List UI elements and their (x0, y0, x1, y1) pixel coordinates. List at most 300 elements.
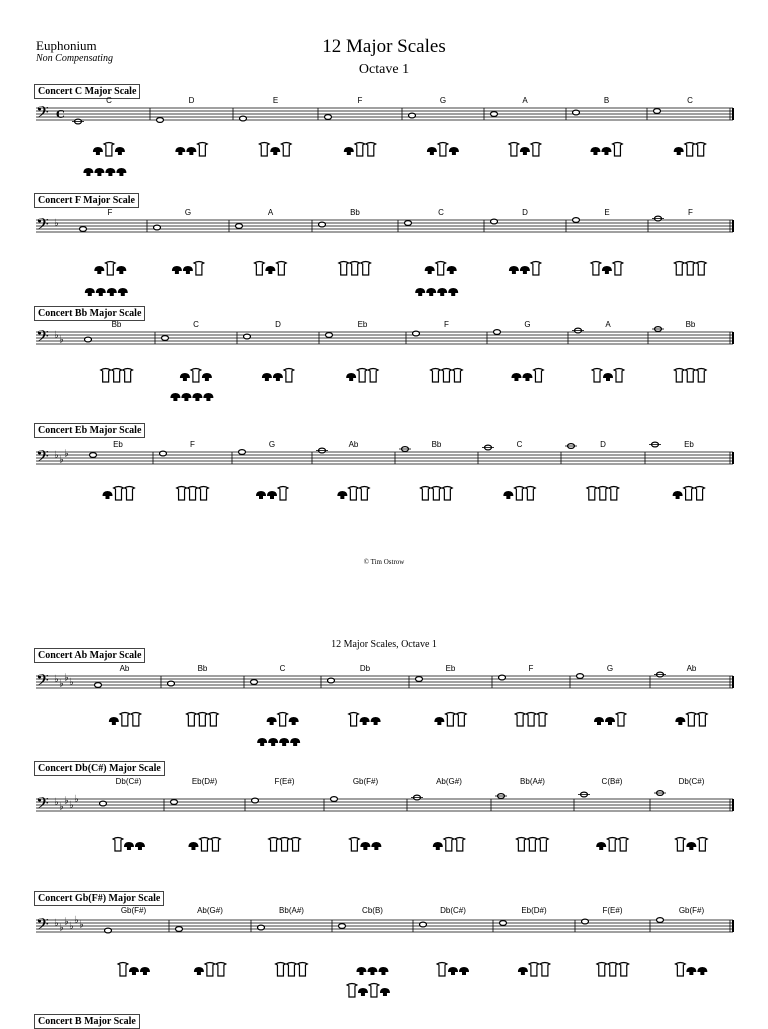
fingering-row (0, 484, 768, 528)
valve-pressed-icon (425, 266, 435, 274)
valve-pressed-icon (109, 717, 119, 725)
whole-note (100, 801, 107, 806)
whole-note (90, 453, 97, 458)
valve-open-icon (188, 487, 198, 501)
valve-open-icon (686, 713, 696, 727)
flat-icon: ♭ (59, 922, 64, 934)
valve-pressed-icon (188, 842, 198, 850)
note-name: Bb (431, 440, 442, 449)
flat-icon: ♭ (69, 800, 74, 811)
flat-icon: ♭ (59, 334, 64, 346)
note-name: G (524, 320, 531, 329)
valve-pressed-icon (518, 967, 528, 975)
whole-note (162, 336, 169, 341)
valve-open-icon (349, 838, 359, 852)
valve-pressed-icon (192, 393, 202, 401)
valve-pressed-icon (129, 967, 139, 975)
valve-open-icon (695, 487, 705, 501)
valve-pressed-icon (180, 373, 190, 381)
valve-open-icon (445, 713, 455, 727)
scale-label: Concert B Major Scale (34, 1014, 140, 1029)
valve-pressed-icon (427, 147, 437, 155)
valve-open-icon (101, 369, 111, 383)
valve-pressed-icon (380, 988, 390, 996)
valve-pressed-icon (520, 147, 530, 155)
valve-pressed-icon (183, 266, 193, 274)
whole-note (494, 330, 501, 335)
valve-open-icon (291, 838, 301, 852)
scale-label: Concert Bb Major Scale (34, 306, 145, 321)
note-name: Ab(G#) (197, 906, 223, 915)
note-name: F (528, 664, 534, 673)
flat-icon: ♭ (74, 794, 79, 805)
valve-pressed-icon (115, 147, 125, 155)
valve-open-icon (441, 369, 451, 383)
note-name: F(E#) (274, 777, 295, 786)
valve-open-icon (123, 369, 133, 383)
valve-pressed-icon (116, 266, 126, 274)
valve-pressed-icon (509, 266, 519, 274)
note-name: Eb(D#) (521, 906, 547, 915)
note-name: D (188, 96, 195, 105)
valve-open-icon (529, 963, 539, 977)
valve-open-icon (516, 838, 526, 852)
valve-open-icon (540, 963, 550, 977)
valve-open-icon (675, 963, 685, 977)
valve-open-icon (685, 262, 695, 276)
note-name: G (184, 208, 192, 217)
valve-pressed-icon (186, 147, 196, 155)
valve-open-icon (684, 487, 694, 501)
valve-open-icon (527, 838, 537, 852)
valve-open-icon (349, 713, 359, 727)
valve-pressed-icon (596, 842, 606, 850)
valve-pressed-icon (170, 393, 180, 401)
valve-pressed-icon (673, 491, 683, 499)
valve-pressed-icon (105, 168, 115, 176)
flat-icon: ♭ (59, 454, 64, 466)
valve-pressed-icon (175, 147, 185, 155)
valve-pressed-icon (337, 491, 347, 499)
whole-note (240, 116, 247, 121)
valve-open-icon (275, 963, 285, 977)
note-name: Db(C#) (115, 777, 142, 786)
valve-open-icon (697, 838, 707, 852)
valve-open-icon (616, 713, 626, 727)
flat-icon: ♭ (54, 674, 59, 685)
valve-open-icon (607, 838, 617, 852)
valve-pressed-icon (448, 967, 458, 975)
valve-open-icon (420, 487, 430, 501)
valve-pressed-icon (267, 717, 277, 725)
note-name: C (279, 664, 286, 673)
note-name: G (439, 96, 447, 105)
valve-open-icon (131, 713, 141, 727)
note-name: D (522, 208, 528, 217)
valve-pressed-icon (686, 842, 696, 850)
scale-label: Concert Db(C#) Major Scale (34, 761, 165, 776)
valve-open-icon (210, 838, 220, 852)
valve-open-icon (531, 143, 541, 157)
page-subtitle: Octave 1 (358, 62, 410, 77)
valve-pressed-icon (697, 967, 707, 975)
valve-open-icon (114, 487, 124, 501)
valve-pressed-icon (256, 491, 266, 499)
valve-open-icon (177, 487, 187, 501)
valve-pressed-icon (367, 967, 377, 975)
valve-open-icon (355, 143, 365, 157)
valve-pressed-icon (601, 147, 611, 155)
note-name: D (275, 320, 281, 329)
valve-open-icon (199, 838, 209, 852)
valve-pressed-icon (520, 266, 530, 274)
note-name: Gb(F#) (678, 906, 705, 915)
page-title: 12 Major Scales (322, 36, 446, 57)
fingering-row (0, 366, 768, 410)
valve-pressed-icon (290, 738, 300, 746)
valve-open-icon (592, 369, 602, 383)
valve-open-icon (186, 713, 196, 727)
valve-open-icon (525, 487, 535, 501)
valve-open-icon (533, 369, 543, 383)
scale-label: Concert Ab Major Scale (34, 648, 145, 663)
valve-pressed-icon (268, 738, 278, 746)
valve-pressed-icon (511, 373, 521, 381)
valve-open-icon (348, 487, 358, 501)
valve-open-icon (591, 262, 601, 276)
valve-pressed-icon (270, 147, 280, 155)
valve-pressed-icon (265, 266, 275, 274)
valve-pressed-icon (371, 717, 381, 725)
fingering-row (0, 140, 768, 184)
valve-pressed-icon (273, 373, 283, 381)
note-name: Eb (445, 664, 456, 673)
valve-pressed-icon (503, 491, 513, 499)
valve-pressed-icon (358, 988, 368, 996)
valve-pressed-icon (346, 373, 356, 381)
valve-pressed-icon (522, 373, 532, 381)
whole-note (654, 109, 661, 114)
valve-pressed-icon (356, 967, 366, 975)
whole-note (251, 680, 258, 685)
whole-note (331, 797, 338, 802)
valve-open-icon (515, 713, 525, 727)
note-name: Cb(B) (362, 906, 383, 915)
valve-open-icon (104, 143, 114, 157)
valve-open-icon (366, 143, 376, 157)
valve-open-icon (197, 143, 207, 157)
note-name: Bb (685, 320, 696, 329)
whole-note (85, 337, 92, 342)
note-name: Bb (350, 208, 360, 217)
bass-clef-icon: 𝄢 (36, 793, 49, 817)
whole-note (319, 222, 326, 227)
flat-icon: ♭ (64, 916, 69, 928)
valve-open-icon (105, 262, 115, 276)
scale-label: Concert Gb(F#) Major Scale (34, 891, 164, 906)
note-name: C (106, 96, 112, 105)
note-name: A (605, 320, 611, 329)
whole-note (252, 798, 259, 803)
valve-pressed-icon (279, 738, 289, 746)
valve-pressed-icon (415, 288, 425, 296)
valve-open-icon (359, 487, 369, 501)
valve-pressed-icon (686, 967, 696, 975)
note-name: Ab (348, 440, 359, 449)
whole-note (420, 922, 427, 927)
note-name: C (687, 96, 693, 105)
valve-open-icon (696, 262, 706, 276)
flat-icon: ♭ (74, 915, 79, 926)
whole-note (573, 110, 580, 115)
whole-note (95, 683, 102, 688)
note-name: Eb (684, 440, 694, 449)
valve-open-icon (587, 487, 597, 501)
flat-icon: ♭ (54, 218, 59, 229)
valve-open-icon (685, 369, 695, 383)
bass-clef-icon: 𝄢 (36, 326, 49, 350)
whole-note (657, 918, 664, 923)
valve-pressed-icon (371, 842, 381, 850)
note-name: Db (359, 664, 371, 673)
whole-note (328, 678, 335, 683)
fingering-row (0, 960, 768, 1004)
note-name: E (272, 96, 279, 105)
whole-note (582, 919, 589, 924)
valve-open-icon (526, 713, 536, 727)
valve-pressed-icon (449, 147, 459, 155)
valve-open-icon (278, 487, 288, 501)
whole-note (176, 927, 183, 932)
valve-pressed-icon (135, 842, 145, 850)
note-name: Db(C#) (678, 777, 705, 786)
whole-note (326, 333, 333, 338)
valve-open-icon (357, 369, 367, 383)
flat-icon: ♭ (79, 919, 84, 931)
valve-pressed-icon (83, 168, 93, 176)
note-name: Gb(F#) (352, 777, 379, 786)
valve-open-icon (254, 262, 264, 276)
valve-pressed-icon (590, 147, 600, 155)
valve-open-icon (674, 369, 684, 383)
valve-pressed-icon (103, 491, 113, 499)
valve-open-icon (208, 713, 218, 727)
valve-pressed-icon (172, 266, 182, 274)
note-name: B (603, 96, 610, 105)
whole-note (325, 115, 332, 120)
valve-open-icon (194, 262, 204, 276)
valve-pressed-icon (289, 717, 299, 725)
whole-note (244, 334, 251, 339)
whole-note (154, 225, 161, 230)
valve-open-icon (347, 984, 357, 998)
common-time-icon: C (56, 108, 65, 121)
valve-open-icon (612, 143, 622, 157)
valve-open-icon (696, 143, 706, 157)
whole-note (171, 800, 178, 805)
valve-open-icon (369, 984, 379, 998)
note-name: F (107, 208, 113, 217)
note-name: Db(C#) (440, 906, 466, 915)
whole-note (577, 674, 584, 679)
note-name: G (606, 664, 614, 673)
fingering-row (0, 259, 768, 303)
valve-pressed-icon (434, 717, 444, 725)
valve-open-icon (444, 838, 454, 852)
flat-icon: ♭ (54, 797, 59, 808)
note-name: F (357, 96, 363, 105)
note-name: Bb(A#) (279, 906, 304, 915)
flat-icon: ♭ (64, 672, 69, 684)
scale-label: Concert F Major Scale (34, 193, 139, 208)
whole-note (80, 227, 87, 232)
whole-note (413, 331, 420, 336)
valve-pressed-icon (257, 738, 267, 746)
bass-clef-icon: 𝄢 (36, 914, 49, 938)
whole-note (157, 118, 164, 123)
valve-pressed-icon (140, 967, 150, 975)
valve-open-icon (191, 369, 201, 383)
valve-open-icon (509, 143, 519, 157)
valve-open-icon (608, 963, 618, 977)
note-name: Gb(F#) (120, 906, 147, 915)
note-name: D (600, 440, 606, 449)
bass-clef-icon: 𝄢 (36, 102, 49, 126)
valve-open-icon (281, 143, 291, 157)
valve-open-icon (112, 369, 122, 383)
compensation-type: Non Compensating (36, 53, 113, 64)
flat-icon: ♭ (64, 448, 69, 460)
valve-open-icon (431, 487, 441, 501)
valve-open-icon (685, 143, 695, 157)
valve-open-icon (437, 963, 447, 977)
whole-note (416, 677, 423, 682)
valve-open-icon (199, 487, 209, 501)
whole-note (258, 925, 265, 930)
whole-note (105, 928, 112, 933)
note-name: A (267, 208, 274, 217)
valve-pressed-icon (94, 168, 104, 176)
valve-pressed-icon (344, 147, 354, 155)
note-name: F (190, 440, 195, 449)
note-name: C(B#) (601, 777, 623, 786)
valve-open-icon (205, 963, 215, 977)
valve-pressed-icon (602, 266, 612, 274)
valve-open-icon (297, 963, 307, 977)
valve-open-icon (674, 262, 684, 276)
valve-open-icon (280, 838, 290, 852)
valve-open-icon (613, 262, 623, 276)
valve-open-icon (614, 369, 624, 383)
valve-open-icon (609, 487, 619, 501)
valve-pressed-icon (437, 288, 447, 296)
scale-label: Concert C Major Scale (34, 84, 140, 99)
valve-open-icon (430, 369, 440, 383)
bass-clef-icon: 𝄢 (36, 214, 49, 238)
whole-note (339, 924, 346, 929)
bass-clef-icon: 𝄢 (36, 446, 49, 470)
fingering-row (0, 835, 768, 879)
valve-pressed-icon (426, 288, 436, 296)
note-name: Bb(A#) (520, 777, 545, 786)
scale-label: Concert Eb Major Scale (34, 423, 145, 438)
valve-open-icon (368, 369, 378, 383)
valve-pressed-icon (674, 147, 684, 155)
valve-open-icon (619, 963, 629, 977)
valve-open-icon (259, 143, 269, 157)
valve-open-icon (452, 369, 462, 383)
note-name: Eb(D#) (191, 777, 218, 786)
flat-icon: ♭ (59, 678, 64, 690)
valve-open-icon (118, 963, 128, 977)
valve-pressed-icon (603, 373, 613, 381)
instrument-name: Euphonium (36, 38, 97, 53)
valve-pressed-icon (447, 266, 457, 274)
note-name: E (604, 208, 610, 217)
note-name: F (444, 320, 449, 329)
valve-pressed-icon (378, 967, 388, 975)
flat-icon: ♭ (69, 921, 74, 932)
whole-note (573, 218, 580, 223)
valve-open-icon (537, 713, 547, 727)
valve-pressed-icon (118, 288, 128, 296)
valve-pressed-icon (448, 288, 458, 296)
whole-note (499, 675, 506, 680)
note-name: Ab(G#) (436, 777, 462, 786)
valve-open-icon (538, 838, 548, 852)
valve-open-icon (278, 713, 288, 727)
valve-open-icon (339, 262, 349, 276)
valve-pressed-icon (675, 717, 685, 725)
valve-open-icon (286, 963, 296, 977)
valve-pressed-icon (181, 393, 191, 401)
bass-clef-icon: 𝄢 (36, 670, 49, 694)
whole-note (168, 681, 175, 686)
valve-open-icon (438, 143, 448, 157)
valve-pressed-icon (262, 373, 272, 381)
note-name: F(E#) (602, 906, 623, 915)
valve-open-icon (675, 838, 685, 852)
flat-icon: ♭ (54, 450, 59, 461)
valve-open-icon (531, 262, 541, 276)
note-name: G (268, 440, 276, 449)
note-name: F (688, 208, 693, 217)
valve-pressed-icon (594, 717, 604, 725)
valve-open-icon (113, 838, 123, 852)
valve-open-icon (442, 487, 452, 501)
valve-open-icon (696, 369, 706, 383)
valve-open-icon (456, 713, 466, 727)
valve-pressed-icon (202, 373, 212, 381)
flat-icon: ♭ (64, 795, 69, 807)
valve-pressed-icon (360, 717, 370, 725)
valve-open-icon (361, 262, 371, 276)
valve-open-icon (120, 713, 130, 727)
whole-note (491, 112, 498, 117)
valve-open-icon (598, 487, 608, 501)
whole-note (239, 450, 246, 455)
valve-pressed-icon (85, 288, 95, 296)
flat-icon: ♭ (69, 677, 74, 688)
valve-pressed-icon (605, 717, 615, 725)
valve-open-icon (597, 963, 607, 977)
whole-note (405, 221, 412, 226)
valve-pressed-icon (459, 967, 469, 975)
valve-open-icon (125, 487, 135, 501)
whole-note (160, 451, 167, 456)
note-name: A (522, 96, 528, 105)
note-name: C (193, 320, 199, 329)
